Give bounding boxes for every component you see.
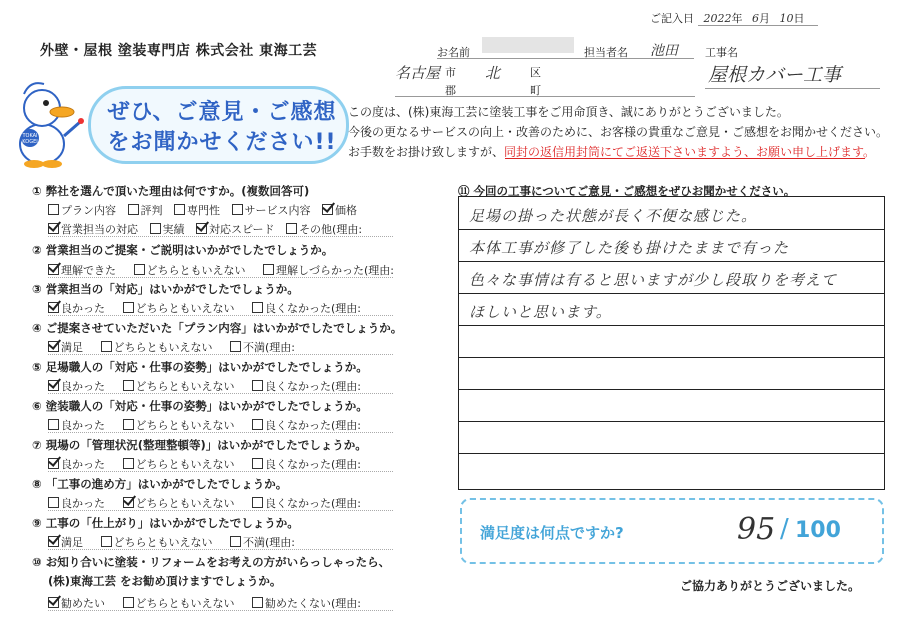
q8-option-3[interactable]: 良くなかった(理由:: [252, 497, 361, 510]
intro-line3-prefix: お手数をお掛け致しますが、: [348, 145, 505, 159]
q2-title: ② 営業担当のご提案・ご説明はいかがでしたでしょうか。: [32, 243, 334, 257]
comment-rule: [459, 261, 884, 262]
q10-separator: [48, 610, 393, 611]
q2-options: [48, 262, 394, 278]
q7-separator: [48, 471, 393, 472]
checkbox-icon: [263, 264, 274, 275]
addr-ward-value: 北: [485, 64, 501, 82]
checkbox-icon: [252, 419, 263, 430]
checkbox-icon: [286, 223, 297, 234]
work-underline: [705, 88, 880, 89]
comment-rule: [459, 229, 884, 230]
q1-option-staff[interactable]: 営業担当の対応: [48, 223, 138, 236]
q10-option-3[interactable]: 勧めたくない(理由:: [252, 597, 361, 610]
q11-title: ⑪ 今回の工事についてご意見・ご感想をぜひお聞かせください。: [458, 184, 796, 198]
date-day: 10: [779, 12, 794, 25]
q3-option-3[interactable]: 良くなかった(理由:: [252, 302, 361, 315]
q2-option-1[interactable]: 理解できた: [48, 264, 116, 277]
work-label: 工事名: [705, 46, 738, 59]
q7-option-1[interactable]: 良かった: [48, 458, 105, 471]
q7-title: ⑦ 現場の「管理状況(整理整頓等)」はいかがでしたでしょうか。: [32, 438, 367, 452]
intro-line1: この度は、(株)東海工芸に塗装工事をご用命頂き、誠にありがとうございました。: [348, 105, 789, 119]
q6-option-3[interactable]: 良くなかった(理由:: [252, 419, 361, 432]
q6-options: [48, 417, 361, 433]
comment-line-4: ほしいと思います。: [469, 303, 612, 321]
comment-rule: [459, 453, 884, 454]
q1-option-reputation[interactable]: 評判: [128, 204, 163, 217]
q5-option-3[interactable]: 良くなかった(理由:: [252, 380, 361, 393]
checkbox-checked-icon: [322, 204, 333, 215]
addr-city-value: 名古屋: [395, 64, 441, 82]
checkbox-icon: [150, 223, 161, 234]
checkbox-checked-icon: [48, 302, 59, 313]
q10-options: [48, 595, 361, 611]
q8-title: ⑧ 「工事の進め方」はいかがでしたでしょうか。: [32, 477, 288, 491]
q1-title: ① 弊社を選んで頂いた理由は何ですか。(複数回答可): [32, 184, 310, 198]
company-name: 外壁・屋根 塗装専門店 株式会社 東海工芸: [40, 43, 318, 59]
q10-subtitle: (株)東海工芸 をお勧め頂けますでしょうか。: [48, 574, 282, 588]
q9-separator: [48, 549, 393, 550]
q7-option-2[interactable]: どちらともいえない: [123, 458, 235, 471]
q1-option-price[interactable]: 価格: [322, 204, 357, 217]
checkbox-checked-icon: [48, 597, 59, 608]
q1-separator: [48, 236, 393, 237]
q10-option-2[interactable]: どちらともいえない: [123, 597, 235, 610]
satisfaction-score[interactable]: 95: [737, 512, 776, 547]
q5-separator: [48, 393, 393, 394]
name-redaction: [482, 37, 574, 53]
satisfaction-box: [460, 498, 884, 564]
satisfaction-slash: /: [780, 514, 789, 544]
staff-label: 担当者名: [584, 46, 628, 59]
name-label: お名前: [437, 46, 470, 59]
q9-option-2[interactable]: どちらともいえない: [101, 536, 213, 549]
q8-separator: [48, 510, 393, 511]
checkbox-icon: [232, 204, 243, 215]
checkbox-icon: [101, 341, 112, 352]
checkbox-icon: [252, 458, 263, 469]
checkbox-icon: [123, 302, 134, 313]
q7-option-3[interactable]: 良くなかった(理由:: [252, 458, 361, 471]
date-label: ご記入日: [650, 12, 694, 25]
q1-option-plan[interactable]: プラン内容: [48, 204, 116, 217]
addr-gun-unit: 郡: [445, 84, 456, 97]
checkbox-icon: [48, 204, 59, 215]
q3-option-1[interactable]: 良かった: [48, 302, 105, 315]
date-row: [650, 10, 805, 26]
work-value: 屋根カバー工事: [708, 64, 842, 86]
q3-separator: [48, 315, 393, 316]
q1-option-record[interactable]: 実績: [150, 223, 185, 236]
intro-line3-return-note: 同封の返信用封筒にてご返送下さいますよう、お願い申し上げます。: [504, 145, 876, 159]
q1-option-speed[interactable]: 対応スピード: [196, 223, 275, 236]
q11-comment-box[interactable]: [458, 196, 885, 490]
q1-option-service[interactable]: サービス内容: [232, 204, 311, 217]
q7-options: [48, 456, 361, 472]
mascot-logo-text: TOKAI KOGEI: [22, 133, 38, 145]
checkbox-icon: [230, 536, 241, 547]
q9-option-1[interactable]: 満足: [48, 536, 83, 549]
q9-options: [48, 534, 295, 550]
questions-column: [32, 0, 412, 635]
comment-rule: [459, 389, 884, 390]
checkbox-icon: [134, 264, 145, 275]
checkbox-icon: [123, 597, 134, 608]
checkbox-checked-icon: [48, 380, 59, 391]
q1-option-expertise[interactable]: 専門性: [174, 204, 220, 217]
q5-option-2[interactable]: どちらともいえない: [123, 380, 235, 393]
staff-underline: [584, 58, 694, 59]
q8-options: [48, 495, 361, 511]
checkbox-icon: [174, 204, 185, 215]
q6-title: ⑥ 塗装職人の「対応・仕事の姿勢」はいかがでしたでしょうか。: [32, 399, 368, 413]
date-underline: [698, 25, 818, 26]
q9-title: ⑨ 工事の「仕上がり」はいかがでしたでしょうか。: [32, 516, 299, 530]
q4-options: [48, 339, 295, 355]
q4-option-2[interactable]: どちらともいえない: [101, 341, 213, 354]
q5-options: [48, 378, 361, 394]
q10-option-1[interactable]: 勧めたい: [48, 597, 105, 610]
q2-option-2[interactable]: どちらともいえない: [134, 264, 246, 277]
q6-option-2[interactable]: どちらともいえない: [123, 419, 235, 432]
banner-line1: ぜひ、ご意見・ご感想: [107, 100, 337, 125]
comment-rule: [459, 421, 884, 422]
q4-title: ④ ご提案させていただいた「プラン内容」はいかがでしたでしょうか。: [32, 321, 403, 335]
banner-line2: をお聞かせください!!: [107, 130, 337, 155]
q1-row1: [48, 202, 357, 218]
comment-rule: [459, 325, 884, 326]
checkbox-icon: [252, 302, 263, 313]
intro-line2: 今後の更なるサービスの向上・改善のために、お客様の貴重なご意見・ご感想をお聞かせください。: [348, 125, 889, 139]
q1-row2: [48, 221, 362, 237]
q2-option-3[interactable]: 理解しづらかった(理由:: [263, 264, 394, 277]
q8-option-1[interactable]: 良かった: [48, 497, 105, 510]
satisfaction-label: 満足度は何点ですか?: [480, 524, 624, 542]
q1-option-other[interactable]: その他(理由:: [286, 223, 362, 236]
date-year-unit: 年: [731, 12, 743, 25]
checkbox-checked-icon: [48, 223, 59, 234]
checkbox-icon: [230, 341, 241, 352]
q4-option-1[interactable]: 満足: [48, 341, 83, 354]
comment-line-3: 色々な事情は有ると思いますが少し段取りを考えて: [469, 271, 838, 289]
address-underline: [395, 96, 695, 97]
return-note-underline: [505, 158, 865, 159]
checkbox-icon: [252, 380, 263, 391]
comment-rule: [459, 357, 884, 358]
date-month-unit: 月: [759, 12, 770, 25]
checkbox-icon: [48, 497, 59, 508]
q5-option-1[interactable]: 良かった: [48, 380, 105, 393]
q3-options: [48, 300, 361, 316]
checkbox-icon: [101, 536, 112, 547]
q4-option-3[interactable]: 不満(理由:: [230, 341, 295, 354]
checkbox-icon: [252, 497, 263, 508]
checkbox-checked-icon: [48, 264, 59, 275]
checkbox-icon: [252, 597, 263, 608]
closing-message: ご協力ありがとうございました。: [680, 579, 861, 593]
q4-separator: [48, 354, 393, 355]
q3-title: ③ 営業担当の「対応」はいかがでしたでしょうか。: [32, 282, 299, 296]
name-underline: [437, 58, 587, 59]
comment-line-2: 本体工事が修了した後も掛けたままで有った: [469, 239, 790, 257]
satisfaction-max: 100: [795, 518, 841, 543]
q9-option-3[interactable]: 不満(理由:: [230, 536, 295, 549]
comment-line-1: 足場の掛った状態が長く不便な感じた。: [469, 207, 758, 225]
q6-separator: [48, 432, 393, 433]
date-day-unit: 日: [793, 12, 805, 25]
checkbox-icon: [48, 419, 59, 430]
checkbox-icon: [123, 458, 134, 469]
date-year: 2022: [703, 12, 732, 25]
q5-title: ⑤ 足場職人の「対応・仕事の姿勢」はいかがでしたでしょうか。: [32, 360, 368, 374]
addr-town-unit: 町: [530, 84, 541, 97]
q6-option-1[interactable]: 良かった: [48, 419, 105, 432]
checkbox-checked-icon: [48, 458, 59, 469]
q8-option-2[interactable]: どちらともいえない: [123, 497, 235, 510]
checkbox-checked-icon: [48, 341, 59, 352]
q10-title: ⑩ お知り合いに塗装・リフォームをお考えの方がいらっしゃったら、: [32, 555, 391, 569]
checkbox-icon: [123, 380, 134, 391]
addr-ward-unit: 区: [530, 66, 541, 79]
addr-city-unit: 市: [445, 66, 456, 79]
checkbox-checked-icon: [48, 536, 59, 547]
checkbox-icon: [123, 419, 134, 430]
checkbox-icon: [128, 204, 139, 215]
q3-option-2[interactable]: どちらともいえない: [123, 302, 235, 315]
q2-separator: [48, 277, 393, 278]
comment-rule: [459, 293, 884, 294]
date-month: 6: [752, 12, 759, 25]
checkbox-checked-icon: [196, 223, 207, 234]
checkbox-checked-icon: [123, 497, 134, 508]
staff-value: 池田: [650, 43, 678, 59]
